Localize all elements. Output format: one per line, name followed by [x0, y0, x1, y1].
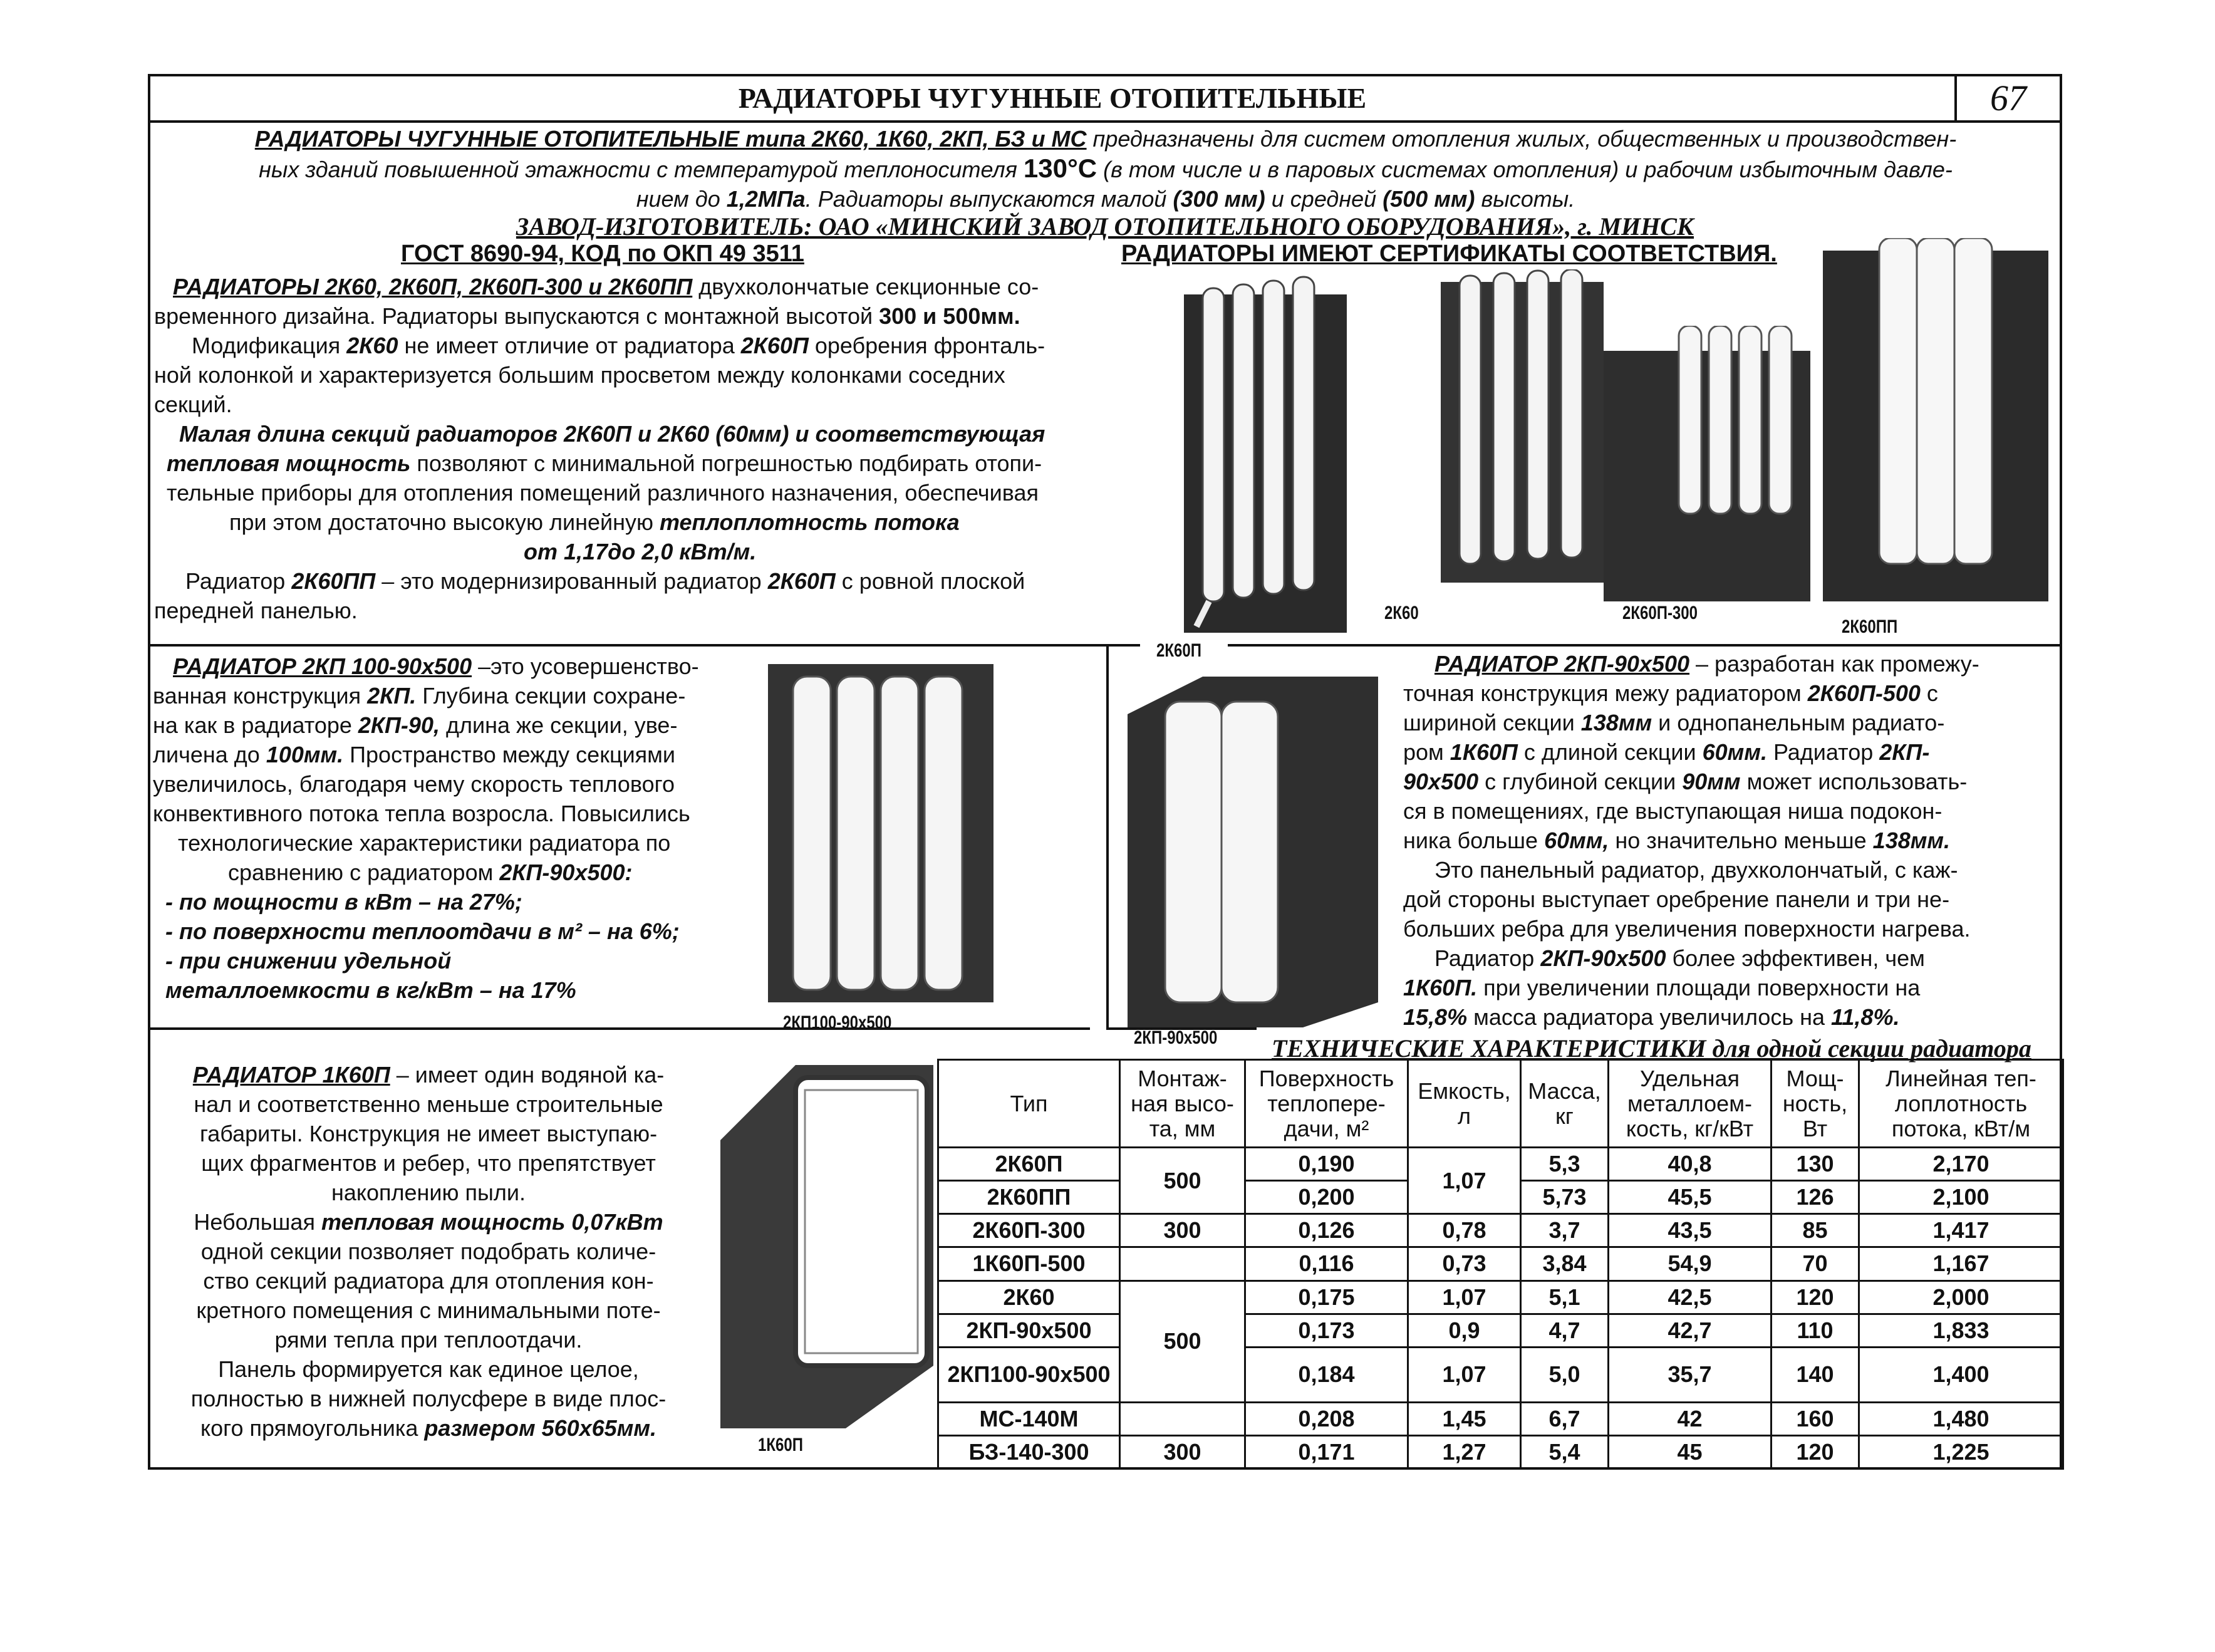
cell-metal: 54,9: [1609, 1247, 1771, 1281]
table-row: [938, 1247, 2063, 1281]
section-1k60-l10: рями тепла при теплоотдачи.: [274, 1327, 583, 1353]
section-2kp90-m12: 11,8%.: [1831, 1004, 1900, 1030]
section-2k60-p4c: с ровной плоской: [835, 568, 1025, 594]
section-2k60-p3a: Малая длина секций радиаторов 2К60П и 2К60 (60мм) и соответствующая: [179, 421, 1045, 447]
caption-2k60p-300: 2К60П-300: [1622, 603, 1698, 623]
section-2kp90-l11: Радиатор: [1434, 945, 1541, 971]
section-2kp90-l4c: Радиатор: [1766, 739, 1880, 765]
section-2kp100-l8: сравнению с радиатором: [228, 860, 500, 885]
section-2kp100-l6: конвективного потока тепла возросла. Повысились: [153, 801, 690, 826]
col-mass: Масса, кг: [1521, 1060, 1609, 1148]
table-title: ТЕХНИЧЕСКИЕ ХАРАКТЕРИСТИКИ для одной секции радиатора: [1272, 1034, 2031, 1062]
section-2k60-p3c: позволяют с минимальной погрешностью подбирать отопи-: [410, 450, 1042, 476]
section-1k60-l7: одной секции позволяет подобрать количе-: [200, 1239, 656, 1264]
cell-mass: 5,4: [1521, 1435, 1609, 1468]
cell-type: МС-140М: [938, 1402, 1120, 1435]
divider-left-top: [150, 644, 1140, 647]
section-2kp90-l5c: может использовать-: [1740, 769, 1968, 794]
section-2kp90-l3b: и однопанельным радиато-: [1652, 710, 1945, 735]
cell-capacity: 0,9: [1408, 1314, 1521, 1347]
section-2k60-heading: РАДИАТОРЫ 2К60, 2К60П, 2К60П-300 и 2К60ПП: [173, 274, 693, 299]
section-2kp100-l3b: длина же секции, уве-: [439, 712, 678, 738]
cell-metal: 35,7: [1609, 1347, 1771, 1402]
divider-right-top: [1228, 644, 2061, 647]
section-2k60-p4d: передней панелью.: [154, 598, 358, 623]
cell-height: 500: [1120, 1148, 1245, 1214]
section-2kp90-l13: масса радиатора увеличилось на: [1467, 1004, 1832, 1030]
section-2k60-p4m1: 2К60ПП: [291, 568, 376, 594]
caption-2k60pp: 2К60ПП: [1842, 616, 1898, 637]
divider-left-bottom: [150, 1027, 1090, 1030]
cell-capacity: 1,27: [1408, 1435, 1521, 1468]
section-2kp90-m3: 1К60П: [1450, 739, 1518, 765]
caption-2k60: 2К60: [1384, 603, 1419, 623]
section-2kp90-m2: 138мм: [1580, 710, 1652, 735]
section-2kp90-m9: 2КП-90х500: [1540, 945, 1666, 971]
caption-1k60p: 1К60П: [758, 1435, 803, 1455]
table-row: [938, 1281, 2063, 1314]
table-row: [938, 1435, 2063, 1468]
section-2k60-p2m1: 2К60: [346, 333, 398, 358]
section-1k60-text: [153, 1060, 704, 1443]
section-2kp90-l9: дой стороны выступает оребрение панели и три не-: [1403, 886, 1950, 912]
section-2kp100-m2: 2КП-90,: [358, 712, 440, 738]
section-2kp90-l4: ром: [1403, 739, 1450, 765]
section-2kp90-m5: 2КП-: [1879, 739, 1930, 765]
section-2k60-p2m2: 2К60П: [740, 333, 809, 358]
cell-density: 2,100: [1859, 1181, 2063, 1214]
section-2kp100-text: [153, 652, 767, 1005]
section-2kp100-m4: 2КП-90х500:: [499, 860, 633, 885]
section-2kp90-text: [1403, 649, 2061, 1032]
section-2k60-p2a: Модификация: [192, 333, 347, 358]
cell-mass: 3,7: [1521, 1214, 1609, 1247]
intro-line3c: и средней: [1265, 186, 1383, 212]
section-2kp90-l5b: с глубиной секции: [1478, 769, 1683, 794]
cell-density: 1,167: [1859, 1247, 2063, 1281]
col-type: Тип: [938, 1060, 1120, 1148]
intro-line1: предназначены для систем отопления жилых, общественных и производствен-: [1086, 126, 1957, 152]
section-2kp90-l8: Это панельный радиатор, двухколончатый, с каж-: [1434, 857, 1958, 883]
intro-lead: РАДИАТОРЫ ЧУГУННЫЕ ОТОПИТЕЛЬНЫЕ типа 2К60, 1К60, 2КП, БЗ и МС: [254, 126, 1087, 152]
section-2kp90-l3: шириной секции: [1403, 710, 1581, 735]
section-1k60-l9: кретного помещения с минимальными поте-: [196, 1297, 661, 1323]
section-2kp90-l6: ся в помещениях, где выступающая ниша подокон-: [1403, 798, 1943, 824]
section-1k60-m1: тепловая мощность 0,07кВт: [321, 1209, 663, 1235]
section-2k60-p2e: секций.: [154, 392, 232, 417]
table-row: [938, 1148, 2063, 1181]
col-height: Монтаж-ная высо-та, мм: [1120, 1060, 1245, 1148]
cell-metal: 42,5: [1609, 1281, 1771, 1314]
cell-height: [1120, 1247, 1245, 1281]
section-1k60-l2: нал и соответственно меньше строительные: [194, 1091, 663, 1117]
page-number: 67: [1954, 76, 2060, 120]
intro-paragraph: [163, 124, 2048, 214]
section-2kp100-m1: 2КП.: [367, 683, 417, 709]
section-2kp90-l10: больших ребра для увеличения поверхности нагрева.: [1403, 916, 1971, 942]
section-1k60-l5: накоплению пыли.: [331, 1180, 526, 1205]
section-2k60-text: [154, 272, 1144, 625]
radiator-2k60p-300-image: [1604, 326, 1810, 601]
section-2kp90-m7: 60мм,: [1544, 828, 1609, 853]
section-1k60-l11: Панель формируется как единое целое,: [218, 1356, 639, 1382]
cell-density: 2,170: [1859, 1148, 2063, 1181]
cell-type: БЗ-140-300: [938, 1435, 1120, 1468]
section-1k60-l12: полностью в нижней полусфере в виде плос-: [190, 1386, 667, 1411]
caption-2kp100: 2КП100-90х500: [783, 1012, 892, 1033]
section-2kp90-m6: 90мм: [1682, 769, 1741, 794]
intro-temp: 130°С: [1023, 153, 1097, 183]
cell-metal: 45: [1609, 1435, 1771, 1468]
cell-type: 1К60П-500: [938, 1247, 1120, 1281]
cell-density: 1,400: [1859, 1347, 2063, 1402]
section-2k60-p3g: от 1,17до 2,0 кВт/м.: [524, 539, 757, 564]
section-2k60-p1b: временного дизайна. Радиаторы выпускаются с монтажной высотой: [154, 303, 879, 329]
col-density: Линейная теп-лоплотность потока, кВт/м: [1859, 1060, 2063, 1148]
section-2k60-p2b: не имеет отличие от радиатора: [398, 333, 741, 358]
table-row: [938, 1347, 2063, 1402]
section-2k60-p1c: 300 и 500мм.: [879, 303, 1020, 329]
header-bar: [150, 76, 2060, 123]
section-2kp100-l1: –это усовершенство-: [472, 653, 699, 679]
cell-capacity: 1,45: [1408, 1402, 1521, 1435]
cell-density: 1,833: [1859, 1314, 2063, 1347]
cell-surface: 0,200: [1245, 1181, 1408, 1214]
section-2k60-p3d: тельные приборы для отопления помещений различного назначения, обеспечивая: [167, 480, 1039, 506]
section-2kp90-l7: ника больше: [1403, 828, 1545, 853]
section-1k60-m2: размером 560х65мм.: [424, 1415, 656, 1441]
cell-power: 70: [1771, 1247, 1859, 1281]
manufacturer-line: ЗАВОД-ИЗГОТОВИТЕЛЬ: ОАО «МИНСКИЙ ЗАВОД ОТОПИТЕЛЬНОГО ОБОРУДОВАНИЯ», г. МИНСК: [516, 212, 1694, 241]
section-2kp90-l4b: с длиной секции: [1517, 739, 1703, 765]
col-surface: Поверхность теплопере-дачи, м²: [1245, 1060, 1408, 1148]
cell-height: 500: [1120, 1281, 1245, 1402]
section-2k60-p4m2: 2К60П: [767, 568, 836, 594]
section-2k60-p3e: при этом достаточно высокую линейную: [229, 509, 660, 535]
certificates-line: РАДИАТОРЫ ИМЕЮТ СЕРТИФИКАТЫ СООТВЕТСТВИЯ.: [1121, 241, 1777, 267]
section-2k60-p2c: оребрения фронталь-: [808, 333, 1045, 358]
section-2kp100-l2b: Глубина секции сохране-: [416, 683, 686, 709]
section-2kp100-m3: 100мм.: [266, 742, 344, 767]
section-2kp100-l4: личена до: [153, 742, 266, 767]
cell-mass: 3,84: [1521, 1247, 1609, 1281]
divider-mid-vertical: [1106, 645, 1109, 1027]
section-1k60-l1: – имеет один водяной ка-: [390, 1062, 665, 1088]
section-2kp100-l2: ванная конструкция: [153, 683, 368, 709]
cell-height: [1120, 1402, 1245, 1435]
section-2kp90-m10: 1К60П.: [1403, 975, 1478, 1000]
section-1k60-heading: РАДИАТОР 1К60П: [192, 1062, 390, 1088]
table-row: [938, 1402, 2063, 1435]
intro-line2b: (в том числе и в паровых системах отопления) и рабочим избыточным давле-: [1097, 157, 1953, 182]
cell-power: 160: [1771, 1402, 1859, 1435]
cell-metal: 43,5: [1609, 1214, 1771, 1247]
intro-pressure: 1,2МПа: [726, 186, 806, 212]
cell-metal: 45,5: [1609, 1181, 1771, 1214]
cell-power: 130: [1771, 1148, 1859, 1181]
section-2kp90-m4: 60мм.: [1702, 739, 1767, 765]
section-2k60-p3f: теплоплотность потока: [659, 509, 960, 535]
cell-power: 120: [1771, 1435, 1859, 1468]
section-2k60-p2d: ной колонкой и характеризуется большим просветом между колонками соседних: [154, 362, 1005, 388]
section-2kp100-l5: увеличилось, благодаря чему скорость теплового: [153, 771, 675, 797]
intro-line3a: нием до: [636, 186, 727, 212]
cell-height: 300: [1120, 1214, 1245, 1247]
section-2kp90-l1: – разработан как промежу-: [1689, 651, 1979, 677]
table-row: [938, 1214, 2063, 1247]
cell-surface: 0,171: [1245, 1435, 1408, 1468]
section-2kp100-b2: - по поверхности теплоотдачи в м² – на 6%;: [165, 918, 680, 944]
cell-mass: 5,73: [1521, 1181, 1609, 1214]
section-1k60-l3: габариты. Конструкция не имеет выступаю-: [199, 1121, 658, 1146]
col-power: Мощ-ность, Вт: [1771, 1060, 1859, 1148]
section-2kp90-l7b: но значительно меньше: [1609, 828, 1873, 853]
radiator-2kp100-image: [768, 664, 993, 1002]
section-2kp90-l11b: более эффективен, чем: [1666, 945, 1925, 971]
cell-type: 2КП100-90х500: [938, 1347, 1120, 1402]
cell-capacity: 1,07: [1408, 1281, 1521, 1314]
cell-surface: 0,190: [1245, 1148, 1408, 1181]
cell-mass: 5,3: [1521, 1148, 1609, 1181]
cell-surface: 0,116: [1245, 1247, 1408, 1281]
section-2kp100-b1: - по мощности в кВт – на 27%;: [165, 889, 522, 915]
section-2kp100-l3: на как в радиаторе: [153, 712, 358, 738]
radiator-2k60-image: [1441, 269, 1604, 595]
section-2kp90-l2b: с: [1920, 680, 1938, 706]
table-row: [938, 1314, 2063, 1347]
gost-line: ГОСТ 8690-94, КОД по ОКП 49 3511: [401, 241, 804, 267]
cell-density: 1,417: [1859, 1214, 2063, 1247]
table-header-row: [938, 1060, 2063, 1148]
section-2kp100-l7: технологические характеристики радиатора по: [178, 830, 671, 856]
section-2kp90-heading: РАДИАТОР 2КП-90х500: [1434, 651, 1690, 677]
section-2kp90-m8: 138мм.: [1872, 828, 1950, 853]
radiator-2kp90-image: [1128, 677, 1378, 1027]
cell-power: 140: [1771, 1347, 1859, 1402]
section-2k60-p4b: – это модернизированный радиатор: [375, 568, 768, 594]
intro-line2a: ных зданий повышенной этажности с температурой теплоносителя: [259, 157, 1024, 182]
section-2kp100-heading: РАДИАТОР 2КП 100-90х500: [173, 653, 472, 679]
section-2kp90-l2: точная конструкция межу радиатором: [1403, 680, 1808, 706]
cell-type: 2КП-90х500: [938, 1314, 1120, 1347]
cell-power: 126: [1771, 1181, 1859, 1214]
intro-line3d: высоты.: [1475, 186, 1575, 212]
radiator-2k60p-image: [1184, 276, 1347, 633]
cell-mass: 5,1: [1521, 1281, 1609, 1314]
cell-metal: 42,7: [1609, 1314, 1771, 1347]
cell-mass: 5,0: [1521, 1347, 1609, 1402]
cell-capacity: 1,07: [1408, 1347, 1521, 1402]
cell-metal: 40,8: [1609, 1148, 1771, 1181]
cell-metal: 42: [1609, 1402, 1771, 1435]
intro-small: (300 мм): [1173, 186, 1265, 212]
cell-density: 2,000: [1859, 1281, 2063, 1314]
cell-type: 2К60П-300: [938, 1214, 1120, 1247]
caption-2k60p: 2К60П: [1156, 640, 1201, 661]
section-2kp100-b3: - при снижении удельной: [165, 948, 452, 974]
cell-type: 2К60: [938, 1281, 1120, 1314]
section-2kp90-l12: при увеличении площади поверхности на: [1477, 975, 1921, 1000]
spec-table: [937, 1059, 2064, 1470]
section-1k60-l4: щих фрагментов и ребер, что препятствует: [201, 1150, 656, 1176]
intro-medium: (500 мм): [1382, 186, 1475, 212]
cell-surface: 0,184: [1245, 1347, 1408, 1402]
cell-height: 300: [1120, 1435, 1245, 1468]
cell-surface: 0,175: [1245, 1281, 1408, 1314]
intro-line3b: . Радиаторы выпускаются малой: [805, 186, 1173, 212]
cell-capacity: 0,78: [1408, 1214, 1521, 1247]
cell-density: 1,480: [1859, 1402, 2063, 1435]
section-1k60-l6: Небольшая: [194, 1209, 321, 1235]
section-2kp100-b4: металлоемкости в кг/кВт – на 17%: [165, 977, 576, 1003]
cell-mass: 6,7: [1521, 1402, 1609, 1435]
section-2k60-p4a: Радиатор: [185, 568, 292, 594]
cell-density: 1,225: [1859, 1435, 2063, 1468]
page-title: РАДИАТОРЫ ЧУГУННЫЕ ОТОПИТЕЛЬНЫЕ: [738, 82, 1367, 114]
cell-capacity: 1,07: [1408, 1148, 1521, 1214]
section-2kp100-l4b: Пространство между секциями: [343, 742, 676, 767]
cell-surface: 0,173: [1245, 1314, 1408, 1347]
cell-type: 2К60ПП: [938, 1181, 1120, 1214]
section-2k60-p1a: двухколончатые секционные со-: [692, 274, 1039, 299]
section-1k60-l13: кого прямоугольника: [200, 1415, 425, 1441]
col-metal: Удельная металлоем-кость, кг/кВт: [1609, 1060, 1771, 1148]
cell-power: 120: [1771, 1281, 1859, 1314]
cell-mass: 4,7: [1521, 1314, 1609, 1347]
section-2kp90-l5: 90х500: [1403, 769, 1479, 794]
radiator-1k60p-image: [720, 1065, 933, 1428]
cell-power: 85: [1771, 1214, 1859, 1247]
cell-type: 2К60П: [938, 1148, 1120, 1181]
cell-capacity: 0,73: [1408, 1247, 1521, 1281]
section-2k60-p3b: тепловая мощность: [167, 450, 411, 476]
cell-power: 110: [1771, 1314, 1859, 1347]
section-2kp90-m1: 2К60П-500: [1807, 680, 1921, 706]
radiator-2k60pp-image: [1823, 238, 2048, 608]
cell-surface: 0,208: [1245, 1402, 1408, 1435]
caption-2kp90: 2КП-90х500: [1134, 1027, 1218, 1048]
cell-surface: 0,126: [1245, 1214, 1408, 1247]
col-capacity: Емкость, л: [1408, 1060, 1521, 1148]
section-2kp90-m11: 15,8%: [1403, 1004, 1468, 1030]
section-1k60-l8: ство секций радиатора для отопления кон-: [203, 1268, 654, 1294]
